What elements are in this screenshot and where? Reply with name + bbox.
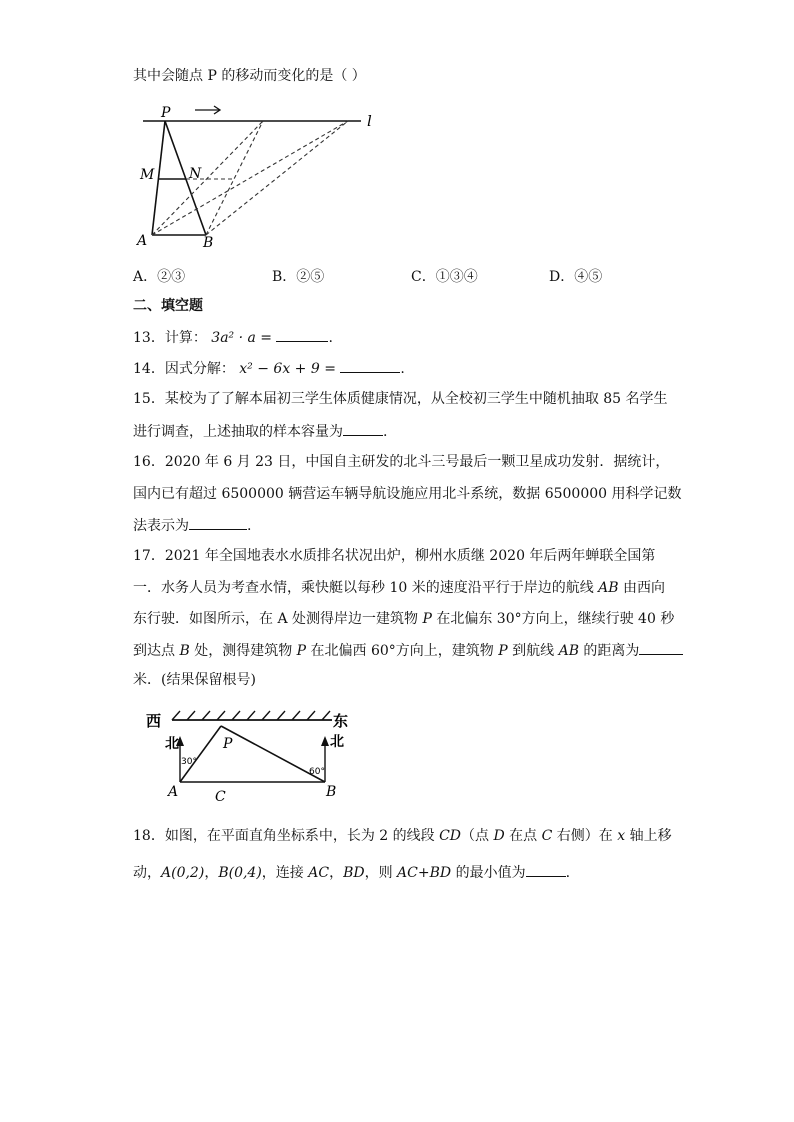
dashed-lines <box>152 121 348 235</box>
label-C: C <box>215 789 226 805</box>
q17-line1: 17．2021 年全国地表水水质排名状况出炉，柳州水质继 2020 年后两年蝉联全国第 <box>133 548 656 564</box>
option-b[interactable]: B．②⑤ <box>272 269 325 285</box>
label-north-B: 北 <box>330 734 344 750</box>
label-30deg: 30° <box>181 757 197 767</box>
label-P: P <box>223 736 233 752</box>
q16-blank[interactable] <box>189 515 247 530</box>
option-c[interactable]: C．①③④ <box>411 269 478 285</box>
q16-line2: 国内已有超过 6500000 辆营运车辆导航设施应用北斗系统，数据 6500000 用科学记数 <box>133 486 682 502</box>
q13-expression: 3a² · a = <box>211 330 273 346</box>
label-A: A <box>137 233 148 249</box>
q15-line2: 进行调查，上述抽取的样本容量为 . <box>133 421 387 442</box>
shore-hatching <box>172 711 330 720</box>
q12-stem: 其中会随点 P 的移动而变化的是（ ） <box>133 68 366 84</box>
label-B: B <box>203 235 214 250</box>
q17-line2: 一．水务人员为考查水情，乘快艇以每秒 10 米的速度沿平行于岸边的航线 AB 由西向 <box>133 580 666 596</box>
north-arrowhead-B <box>321 736 329 746</box>
label-60deg: 60° <box>309 767 325 777</box>
option-a[interactable]: A．②③ <box>133 269 186 285</box>
q17-figure <box>140 706 365 806</box>
q17-line5: 米．(结果保留根号) <box>133 672 256 688</box>
label-west: 西 <box>146 712 162 730</box>
q18-line2: 动，A(0,2)，B(0,4)，连接 AC，BD，则 AC+BD 的最小值为 . <box>133 862 570 883</box>
q13: 13．计算： 3a² · a = . <box>133 327 333 348</box>
q18-line1: 18．如图，在平面直角坐标系中，长为 2 的线段 CD（点 D 在点 C 右侧）在 x 轴上移 <box>133 828 672 844</box>
q17-line3: 东行驶．如图所示，在 A 处测得岸边一建筑物 P 在北偏东 30°方向上，继续行驶 40 秒 <box>133 611 675 627</box>
q18-blank[interactable] <box>526 862 566 877</box>
label-P: P <box>161 105 171 121</box>
option-d[interactable]: D．④⑤ <box>549 269 603 285</box>
q13-blank[interactable] <box>276 327 328 342</box>
q16-line1: 16．2020 年 6 月 23 日，中国自主研发的北斗三号最后一颗卫星成功发射．据统计， <box>133 454 670 470</box>
q14-blank[interactable] <box>340 358 400 373</box>
q17-line4: 到达点 B 处，测得建筑物 P 在北偏西 60°方向上，建筑物 P 到航线 AB 的距离为 <box>133 640 683 661</box>
label-l: l <box>367 112 372 130</box>
label-east: 东 <box>333 712 349 730</box>
q15-line1: 15．某校为了了解本届初三学生体质健康情况，从全校初三学生中随机抽取 85 名学生 <box>133 391 668 407</box>
q16-line3: 法表示为 . <box>133 515 251 536</box>
label-B: B <box>326 784 337 800</box>
q17-blank[interactable] <box>639 640 683 655</box>
q14-expression: x² − 6x + 9 = <box>239 361 336 377</box>
label-north-A: 北 <box>165 736 179 752</box>
q15-blank[interactable] <box>343 421 383 436</box>
q12-figure <box>133 100 383 250</box>
label-A: A <box>168 784 179 800</box>
section-fill-in-title: 二、填空题 <box>133 298 203 314</box>
label-N: N <box>189 166 202 182</box>
q14: 14．因式分解： x² − 6x + 9 = . <box>133 358 405 379</box>
segment-AP <box>180 726 221 782</box>
label-M: M <box>140 167 155 183</box>
